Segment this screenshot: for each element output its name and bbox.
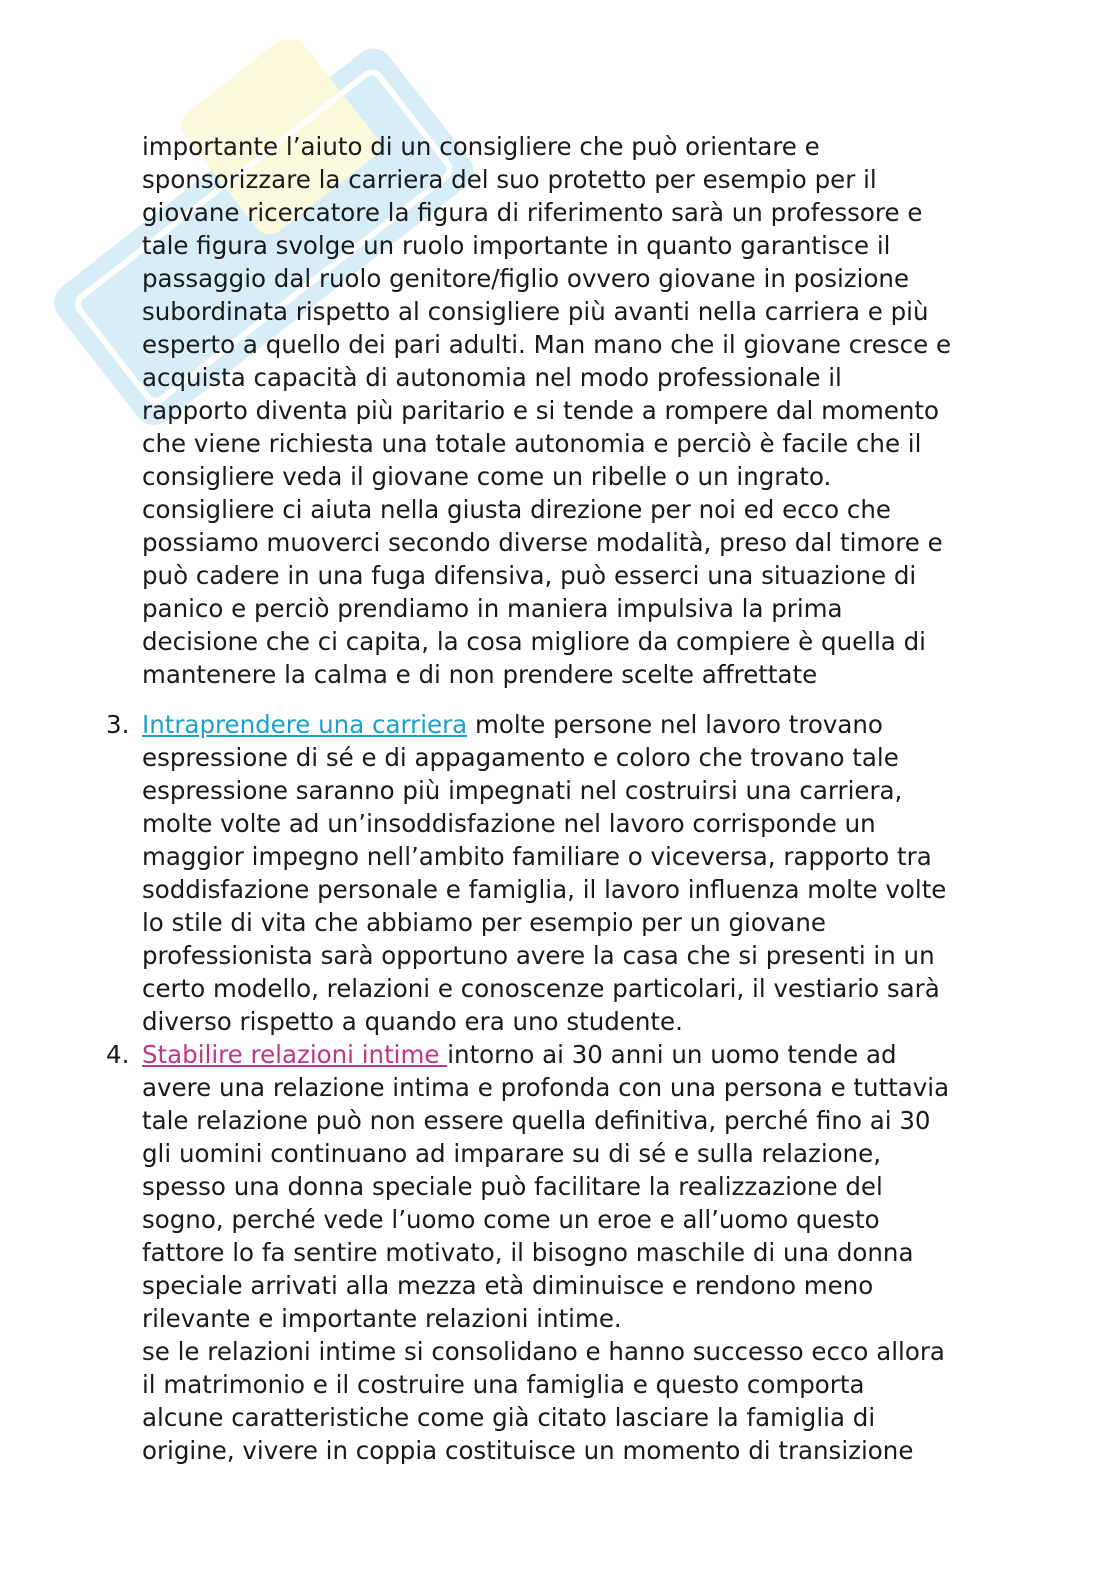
list-item-3 (0, 708, 1116, 1038)
text-line: importante l’aiuto di un consigliere che può orientare e (142, 132, 820, 161)
text-line: panico e perciò prendiamo in maniera impulsiva la prima (142, 594, 843, 623)
text-line: fattore lo fa sentire motivato, il bisogno maschile di una donna (142, 1238, 914, 1267)
text-line: possiamo muoverci secondo diverse modalità, preso dal timore e (142, 528, 943, 557)
first-line-rest: intorno ai 30 anni un uomo tende ad (447, 1040, 897, 1069)
text-line: molte volte ad un’insoddisfazione nel lavoro corrisponde un (142, 809, 876, 838)
text-line: alcune caratteristiche come già citato lasciare la famiglia di (142, 1403, 876, 1432)
text-line: lo stile di vita che abbiamo per esempio per un giovane (142, 908, 826, 937)
document-page (0, 130, 1116, 1467)
text-line: consigliere veda il giovane come un ribelle o un ingrato. (142, 462, 832, 491)
text-line: decisione che ci capita, la cosa migliore da compiere è quella di (142, 627, 926, 656)
list-item-first-line (142, 1038, 1022, 1071)
text-line: maggior impegno nell’ambito familiare o viceversa, rapporto tra (142, 842, 932, 871)
text-line: professionista sarà opportuno avere la casa che si presenti in un (142, 941, 935, 970)
text-line: tale figura svolge un ruolo importante in quanto garantisce il (142, 231, 891, 260)
text-line: espressione di sé e di appagamento e coloro che trovano tale (142, 743, 899, 772)
numbered-list (0, 708, 1116, 1467)
first-line-rest: molte persone nel lavoro trovano (467, 710, 883, 739)
text-line: speciale arrivati alla mezza età diminuisce e rendono meno (142, 1271, 874, 1300)
intro-paragraph (142, 130, 1022, 691)
text-line: passaggio dal ruolo genitore/figlio ovvero giovane in posizione (142, 264, 910, 293)
text-line: certo modello, relazioni e conoscenze particolari, il vestiario sarà (142, 974, 940, 1003)
text-line: gli uomini continuano ad imparare su di sé e sulla relazione, (142, 1139, 882, 1168)
text-line: sponsorizzare la carriera del suo protetto per esempio per il (142, 165, 877, 194)
text-line: espressione saranno più impegnati nel costruirsi una carriera, (142, 776, 903, 805)
text-line: soddisfazione personale e famiglia, il lavoro influenza molte volte (142, 875, 947, 904)
text-line: avere una relazione intima e profonda con una persona e tuttavia (142, 1073, 950, 1102)
text-line: rapporto diventa più paritario e si tende a rompere dal momento (142, 396, 940, 425)
text-line: subordinata rispetto al consigliere più avanti nella carriera e più (142, 297, 929, 326)
text-line: rilevante e importante relazioni intime. (142, 1304, 622, 1333)
text-line: può cadere in una fuga difensiva, può esserci una situazione di (142, 561, 917, 590)
list-item-body (142, 708, 1022, 1038)
list-item-first-line (142, 708, 1022, 741)
text-line: consigliere ci aiuta nella giusta direzione per noi ed ecco che (142, 495, 891, 524)
list-item-body (142, 1038, 1022, 1467)
text-line: sogno, perché vede l’uomo come un eroe e all’uomo questo (142, 1205, 880, 1234)
link-stabilire-relazioni[interactable]: Stabilire relazioni intime (142, 1040, 448, 1069)
list-item-4 (0, 1038, 1116, 1467)
text-line: che viene richiesta una totale autonomia e perciò è facile che il (142, 429, 922, 458)
link-intraprendere-carriera[interactable]: Intraprendere una carriera (142, 710, 468, 739)
text-line: spesso una donna speciale può facilitare la realizzazione del (142, 1172, 883, 1201)
text-line: il matrimonio e il costruire una famiglia e questo comporta (142, 1370, 865, 1399)
text-line: tale relazione può non essere quella definitiva, perché fino ai 30 (142, 1106, 931, 1135)
text-line: origine, vivere in coppia costituisce un momento di transizione (142, 1436, 914, 1465)
text-line: se le relazioni intime si consolidano e hanno successo ecco allora (142, 1337, 945, 1366)
text-line: mantenere la calma e di non prendere scelte affrettate (142, 660, 818, 689)
text-line: diverso rispetto a quando era uno studente. (142, 1007, 683, 1036)
text-line: esperto a quello dei pari adulti. Man mano che il giovane cresce e (142, 330, 952, 359)
text-line: acquista capacità di autonomia nel modo professionale il (142, 363, 842, 392)
text-line: giovane ricercatore la figura di riferimento sarà un professore e (142, 198, 923, 227)
list-number: 3. (106, 710, 130, 739)
list-number: 4. (106, 1040, 130, 1069)
